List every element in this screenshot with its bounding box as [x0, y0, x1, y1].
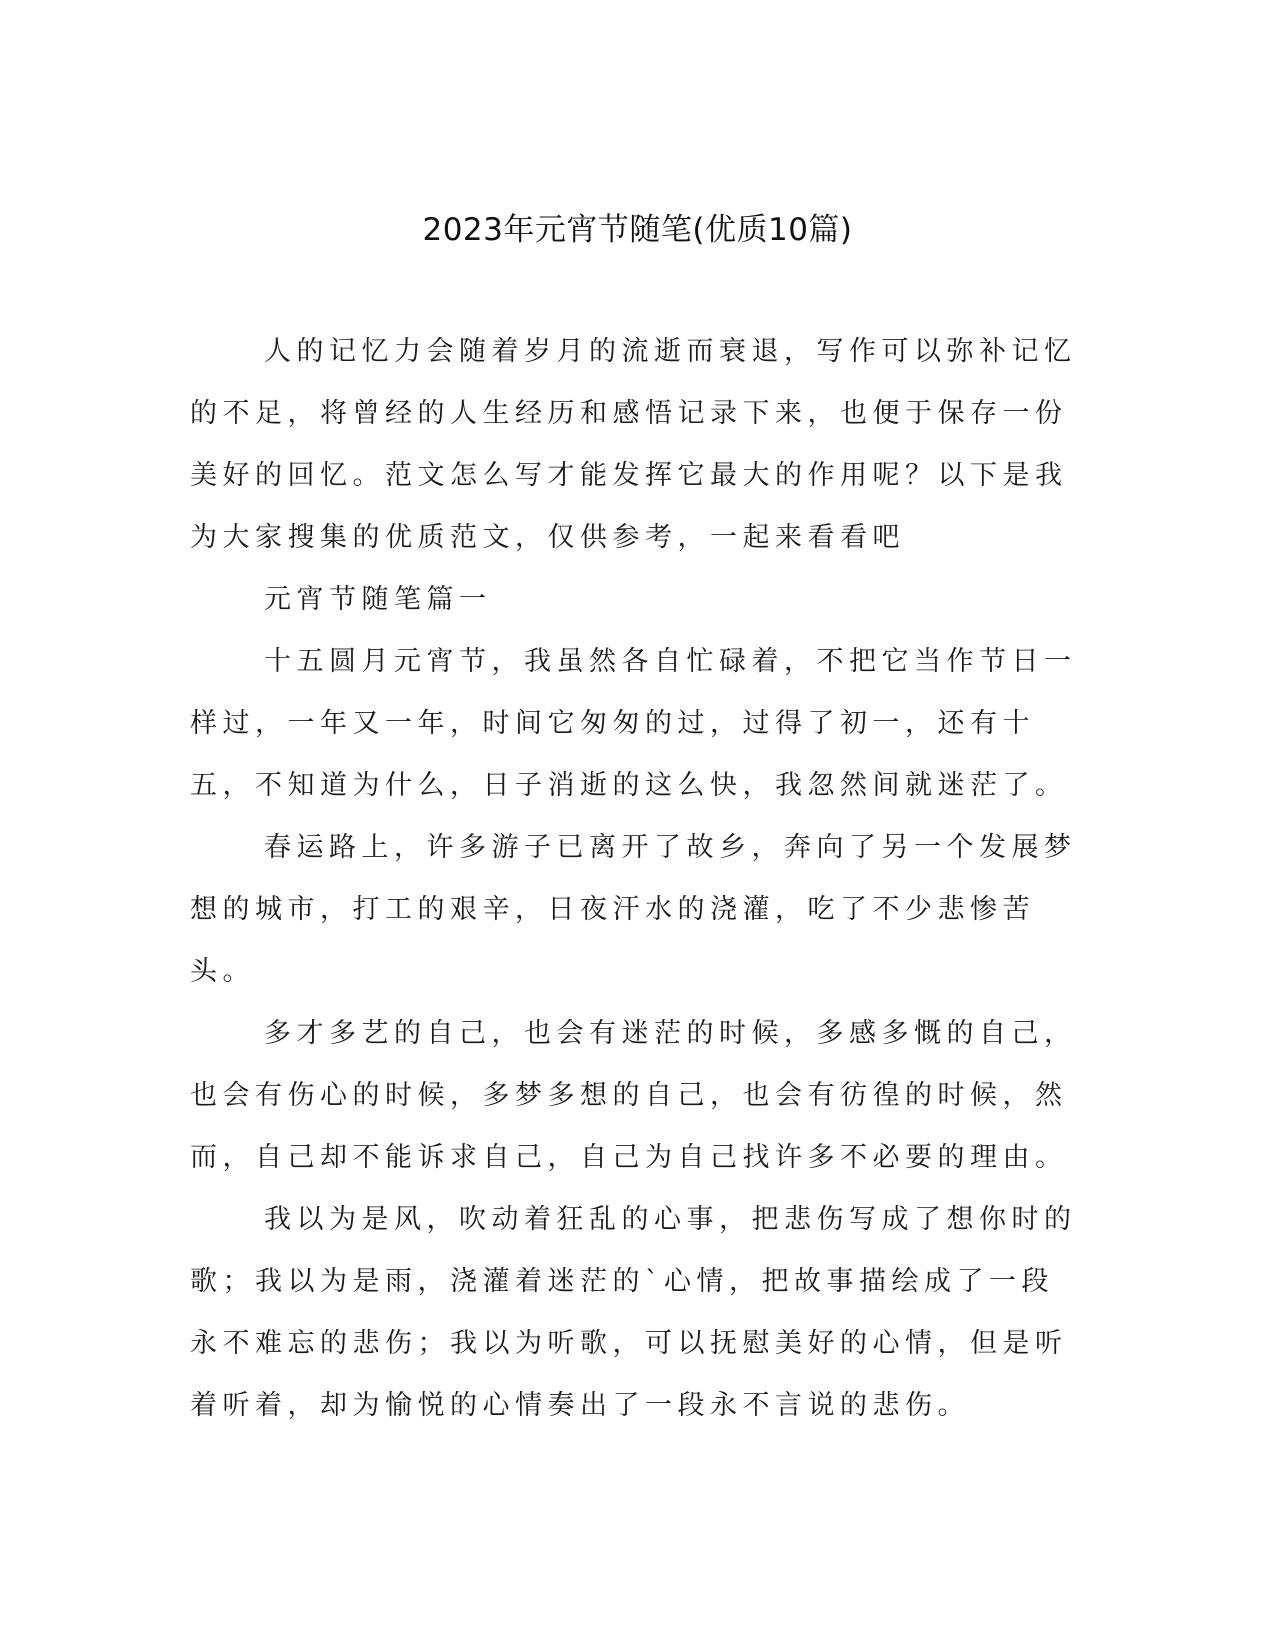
section-heading: 元宵节随笔篇一	[264, 584, 492, 615]
body-paragraph: 我以为是风，吹动着狂乱的心事，把悲伤写成了想你时的歌；我以为是雨，浇灌着迷茫的`心情，把故事描绘成了一段永不难忘的悲伤；我以为听歌，可以抚慰美好的心情，但是听着听着，却为愉悦的心情奏出了一段永不言说的悲伤。	[190, 1204, 1077, 1421]
body-paragraph: 多才多艺的自己，也会有迷茫的时候，多感多慨的自己，也会有伤心的时候，多梦多想的自己，也会有彷徨的时候，然而，自己却不能诉求自己，自己为自己找许多不必要的理由。	[190, 1018, 1077, 1173]
document-title: 2023年元宵节随笔(优质10篇)	[422, 212, 853, 248]
document-body	[190, 321, 1083, 1437]
body-paragraph: 春运路上，许多游子已离开了故乡，奔向了另一个发展梦想的城市，打工的艰辛，日夜汗水的浇灌，吃了不少悲惨苦头。	[190, 832, 1077, 987]
intro-paragraph: 人的记忆力会随着岁月的流逝而衰退，写作可以弥补记忆的不足，将曾经的人生经历和感悟记录下来，也便于保存一份美好的回忆。范文怎么写才能发挥它最大的作用呢？以下是我为大家搜集的优质范文，仅供参考，一起来看看吧	[190, 336, 1077, 553]
body-paragraph: 十五圆月元宵节，我虽然各自忙碌着，不把它当作节日一样过，一年又一年，时间它匆匆的过，过得了初一，还有十五，不知道为什么，日子消逝的这么快，我忽然间就迷茫了。	[190, 646, 1077, 801]
